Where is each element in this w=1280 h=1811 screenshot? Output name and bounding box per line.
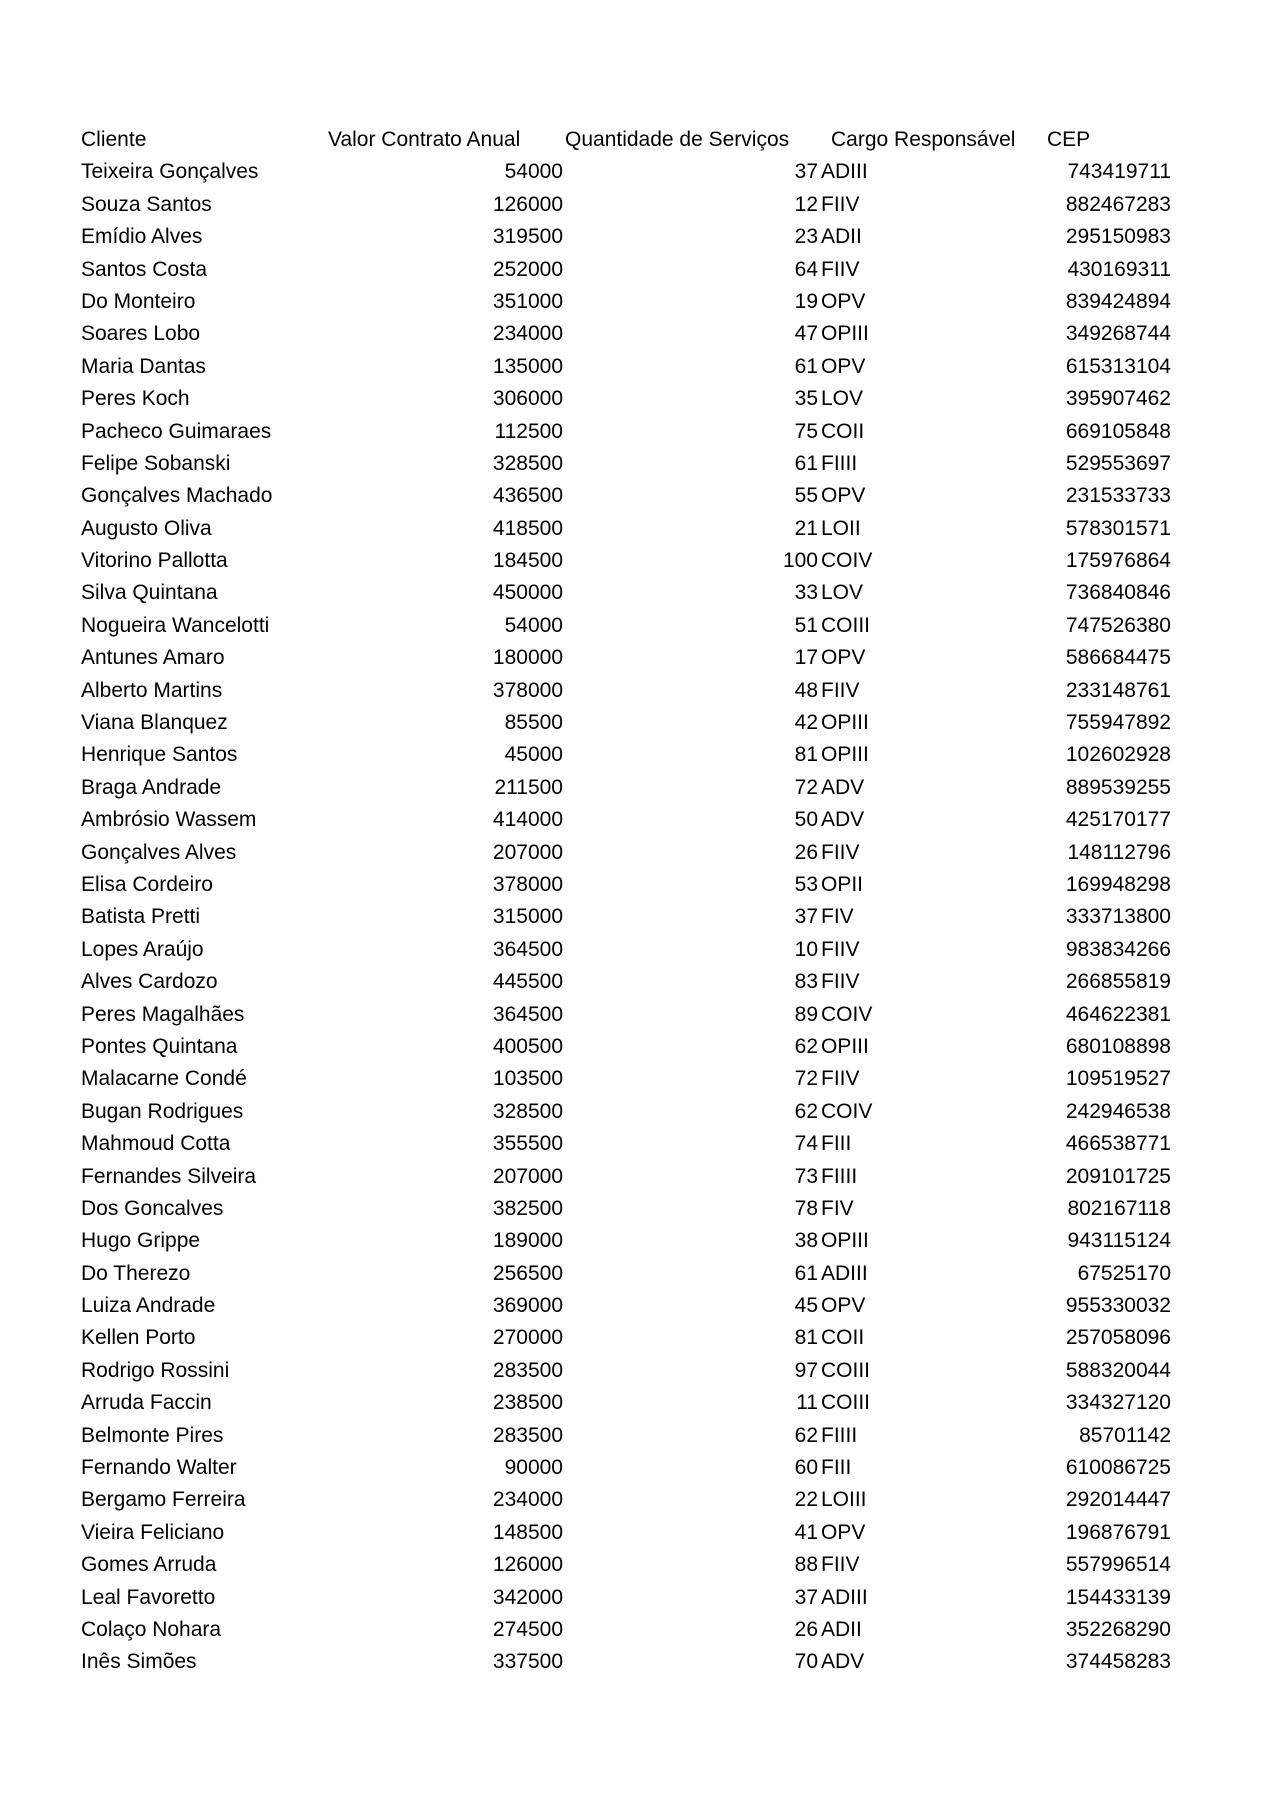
cell-quantidade: 37	[794, 1585, 818, 1609]
cell-quantidade: 61	[794, 354, 818, 378]
cell-valor-contrato: 54000	[504, 160, 563, 184]
table-row	[81, 901, 1171, 933]
cell-cliente: Vitorino Pallotta	[81, 549, 228, 573]
cell-valor-contrato: 342000	[492, 1585, 563, 1609]
table-row	[81, 1387, 1171, 1419]
cell-cep: 352268290	[1065, 1617, 1171, 1641]
table-row	[81, 966, 1171, 998]
table-row	[81, 1128, 1171, 1160]
cell-cliente: Leal Favoretto	[81, 1585, 216, 1609]
table-row	[81, 254, 1171, 286]
cell-cargo: ADV	[821, 808, 865, 832]
cell-cargo: FIIII	[821, 1423, 858, 1447]
cell-cliente: Augusto Oliva	[81, 516, 212, 540]
cell-cep: 736840846	[1065, 581, 1171, 605]
cell-cliente: Bergamo Ferreira	[81, 1488, 246, 1512]
cell-cargo: FIIII	[821, 1164, 858, 1188]
cell-valor-contrato: 369000	[492, 1294, 563, 1318]
cell-cargo: OPV	[821, 289, 866, 313]
cell-cep: 231533733	[1065, 484, 1171, 508]
cell-cep: 395907462	[1065, 387, 1171, 411]
cell-valor-contrato: 364500	[492, 1002, 563, 1026]
cell-cargo: ADII	[821, 1617, 862, 1641]
cell-quantidade: 10	[794, 937, 818, 961]
cell-cep: 615313104	[1065, 354, 1171, 378]
cell-cargo: FIIV	[821, 678, 860, 702]
cell-valor-contrato: 337500	[492, 1650, 563, 1674]
cell-cliente: Antunes Amaro	[81, 646, 225, 670]
cell-quantidade: 37	[794, 160, 818, 184]
cell-quantidade: 60	[794, 1456, 818, 1480]
cell-cargo: FIIV	[821, 840, 860, 864]
cell-cliente: Peres Magalhães	[81, 1002, 245, 1026]
cell-cep: 175976864	[1065, 549, 1171, 573]
cell-quantidade: 89	[794, 1002, 818, 1026]
cell-quantidade: 70	[794, 1650, 818, 1674]
cell-cliente: Soares Lobo	[81, 322, 201, 346]
cell-cliente: Alves Cardozo	[81, 970, 218, 994]
cell-cargo: FIII	[821, 1132, 852, 1156]
cell-quantidade: 38	[794, 1229, 818, 1253]
cell-quantidade: 41	[794, 1520, 818, 1544]
table-row	[81, 318, 1171, 350]
cell-quantidade: 97	[794, 1358, 818, 1382]
cell-cliente: Pacheco Guimaraes	[81, 419, 272, 443]
cell-quantidade: 62	[794, 1423, 818, 1447]
cell-quantidade: 61	[794, 451, 818, 475]
cell-valor-contrato: 378000	[492, 872, 563, 896]
cell-cliente: Gomes Arruda	[81, 1553, 217, 1577]
table-row	[81, 416, 1171, 448]
cell-quantidade: 62	[794, 1099, 818, 1123]
cell-quantidade: 37	[794, 905, 818, 929]
table-row	[81, 1646, 1171, 1678]
cell-valor-contrato: 112500	[494, 419, 563, 443]
cell-quantidade: 22	[794, 1488, 818, 1512]
cell-valor-contrato: 234000	[492, 322, 563, 346]
table-row	[81, 1193, 1171, 1225]
cell-cargo: ADV	[821, 775, 865, 799]
table-row	[81, 577, 1171, 609]
cell-valor-contrato: 211500	[494, 775, 563, 799]
cell-cargo: ADIII	[821, 160, 868, 184]
cell-valor-contrato: 85500	[504, 711, 563, 735]
cell-valor-contrato: 351000	[492, 289, 563, 313]
cell-quantidade: 21	[794, 516, 818, 540]
cell-valor-contrato: 184500	[492, 549, 563, 573]
cell-cep: 882467283	[1065, 192, 1171, 216]
cell-cep: 755947892	[1065, 711, 1171, 735]
table-row	[81, 1355, 1171, 1387]
cell-cep: 747526380	[1065, 613, 1171, 637]
table-row	[81, 1096, 1171, 1128]
table-row	[81, 1063, 1171, 1095]
cell-cep: 464622381	[1065, 1002, 1171, 1026]
cell-cliente: Do Therezo	[81, 1261, 191, 1285]
cell-quantidade: 11	[796, 1391, 818, 1415]
cell-cep: 257058096	[1065, 1326, 1171, 1350]
table-row	[81, 610, 1171, 642]
table-row	[81, 1582, 1171, 1614]
table-row	[81, 675, 1171, 707]
cell-quantidade: 61	[794, 1261, 818, 1285]
cell-valor-contrato: 189000	[492, 1229, 563, 1253]
table-row	[81, 804, 1171, 836]
cell-cargo: FIII	[821, 1456, 852, 1480]
cell-quantidade: 26	[794, 1617, 818, 1641]
cell-cliente: Kellen Porto	[81, 1326, 196, 1350]
cell-cliente: Hugo Grippe	[81, 1229, 201, 1253]
cell-cliente: Gonçalves Machado	[81, 484, 273, 508]
cell-cargo: FIIV	[821, 257, 860, 281]
cell-cliente: Mahmoud Cotta	[81, 1132, 231, 1156]
cell-cargo: ADIII	[821, 1585, 868, 1609]
cell-cliente: Silva Quintana	[81, 581, 218, 605]
table-row	[81, 1549, 1171, 1581]
cell-valor-contrato: 54000	[504, 613, 563, 637]
cell-quantidade: 19	[794, 289, 818, 313]
spreadsheet-table	[81, 124, 1171, 1679]
table-row	[81, 545, 1171, 577]
table-row	[81, 1420, 1171, 1452]
cell-cep: 209101725	[1065, 1164, 1171, 1188]
cell-cep: 233148761	[1065, 678, 1171, 702]
cell-cep: 943115124	[1067, 1229, 1171, 1253]
cell-valor-contrato: 90000	[504, 1456, 563, 1480]
cell-cargo: FIIV	[821, 1067, 860, 1091]
cell-cliente: Peres Koch	[81, 387, 190, 411]
cell-quantidade: 75	[794, 419, 818, 443]
cell-valor-contrato: 252000	[492, 257, 563, 281]
cell-valor-contrato: 256500	[492, 1261, 563, 1285]
cell-quantidade: 64	[794, 257, 818, 281]
cell-cliente: Batista Pretti	[81, 905, 201, 929]
cell-quantidade: 26	[794, 840, 818, 864]
cell-cargo: OPIII	[821, 1229, 869, 1253]
cell-cargo: FIIV	[821, 937, 860, 961]
cell-cep: 466538771	[1065, 1132, 1171, 1156]
cell-cliente: Viana Blanquez	[81, 711, 228, 735]
table-row	[81, 869, 1171, 901]
cell-cep: 425170177	[1065, 808, 1171, 832]
cell-cliente: Malacarne Condé	[81, 1067, 247, 1091]
cell-cargo: FIV	[821, 1196, 854, 1220]
cell-valor-contrato: 148500	[492, 1520, 563, 1544]
cell-cargo: FIV	[821, 905, 854, 929]
cell-cliente: Belmonte Pires	[81, 1423, 224, 1447]
cell-cargo: OPV	[821, 354, 866, 378]
cell-cep: 955330032	[1065, 1294, 1171, 1318]
cell-cargo: COIII	[821, 1358, 871, 1382]
cell-cargo: FIIV	[821, 970, 860, 994]
cell-cliente: Maria Dantas	[81, 354, 206, 378]
cell-cep: 154433139	[1065, 1585, 1171, 1609]
cell-cep: 430169311	[1067, 257, 1171, 281]
cell-cargo: OPII	[821, 872, 864, 896]
cell-valor-contrato: 378000	[492, 678, 563, 702]
cell-valor-contrato: 445500	[492, 970, 563, 994]
table-row	[81, 480, 1171, 512]
table-row	[81, 1161, 1171, 1193]
cell-quantidade: 33	[794, 581, 818, 605]
cell-cep: 680108898	[1065, 1034, 1171, 1058]
cell-cliente: Fernandes Silveira	[81, 1164, 257, 1188]
cell-quantidade: 53	[794, 872, 818, 896]
cell-quantidade: 88	[794, 1553, 818, 1577]
cell-cargo: OPIII	[821, 743, 869, 767]
cell-cliente: Emídio Alves	[81, 225, 203, 249]
cell-cep: 529553697	[1065, 451, 1171, 475]
cell-cliente: Santos Costa	[81, 257, 208, 281]
table-row	[81, 642, 1171, 674]
cell-cargo: OPV	[821, 1520, 866, 1544]
cell-cargo: COIII	[821, 1391, 871, 1415]
cell-cep: 889539255	[1065, 775, 1171, 799]
cell-cargo: COIV	[821, 549, 873, 573]
cell-cep: 557996514	[1065, 1553, 1171, 1577]
cell-cep: 983834266	[1065, 937, 1171, 961]
cell-cep: 578301571	[1065, 516, 1171, 540]
cell-valor-contrato: 450000	[492, 581, 563, 605]
cell-quantidade: 42	[794, 711, 818, 735]
cell-cep: 109519527	[1065, 1067, 1171, 1091]
cell-cargo: LOV	[821, 387, 864, 411]
cell-quantidade: 74	[794, 1132, 818, 1156]
cell-cliente: Vieira Feliciano	[81, 1520, 225, 1544]
cell-quantidade: 83	[794, 970, 818, 994]
cell-cep: 295150983	[1065, 225, 1171, 249]
cell-quantidade: 45	[794, 1294, 818, 1318]
cell-cliente: Felipe Sobanski	[81, 451, 231, 475]
cell-cliente: Do Monteiro	[81, 289, 196, 313]
cell-cliente: Nogueira Wancelotti	[81, 613, 270, 637]
table-row	[81, 513, 1171, 545]
cell-quantidade: 62	[794, 1034, 818, 1058]
cell-valor-contrato: 400500	[492, 1034, 563, 1058]
table-row	[81, 934, 1171, 966]
cell-valor-contrato: 436500	[492, 484, 563, 508]
cell-cliente: Henrique Santos	[81, 743, 238, 767]
cell-valor-contrato: 180000	[492, 646, 563, 670]
cell-quantidade: 73	[794, 1164, 818, 1188]
cell-cliente: Arruda Faccin	[81, 1391, 212, 1415]
cell-cep: 669105848	[1065, 419, 1171, 443]
cell-quantidade: 35	[794, 387, 818, 411]
cell-cep: 349268744	[1065, 322, 1171, 346]
cell-cep: 588320044	[1065, 1358, 1171, 1382]
cell-valor-contrato: 103500	[492, 1067, 563, 1091]
cell-cargo: COIII	[821, 613, 871, 637]
cell-valor-contrato: 382500	[492, 1196, 563, 1220]
cell-valor-contrato: 283500	[492, 1423, 563, 1447]
table-row	[81, 351, 1171, 383]
cell-cliente: Inês Simões	[81, 1650, 197, 1674]
cell-cep: 102602928	[1065, 743, 1171, 767]
cell-cliente: Dos Goncalves	[81, 1196, 224, 1220]
cell-cargo: ADIII	[821, 1261, 868, 1285]
table-row	[81, 189, 1171, 221]
table-row	[81, 1322, 1171, 1354]
cell-cliente: Rodrigo Rossini	[81, 1358, 230, 1382]
cell-quantidade: 48	[794, 678, 818, 702]
cell-cep: 334327120	[1065, 1391, 1171, 1415]
cell-cliente: Colaço Nohara	[81, 1617, 222, 1641]
cell-quantidade: 47	[794, 322, 818, 346]
table-row	[81, 1452, 1171, 1484]
cell-cliente: Bugan Rodrigues	[81, 1099, 244, 1123]
header-row	[81, 124, 1171, 156]
cell-cargo: COII	[821, 419, 865, 443]
header-valor-contrato: Valor Contrato Anual	[328, 128, 521, 151]
cell-quantidade: 23	[794, 225, 818, 249]
cell-valor-contrato: 126000	[492, 1553, 563, 1577]
cell-cep: 169948298	[1065, 872, 1171, 896]
cell-cep: 85701142	[1079, 1423, 1171, 1447]
cell-quantidade: 81	[794, 1326, 818, 1350]
cell-cep: 743419711	[1067, 160, 1171, 184]
cell-cargo: COII	[821, 1326, 865, 1350]
table-row	[81, 837, 1171, 869]
cell-cargo: FIIV	[821, 192, 860, 216]
cell-cliente: Braga Andrade	[81, 775, 222, 799]
cell-quantidade: 50	[794, 808, 818, 832]
cell-cep: 610086725	[1065, 1456, 1171, 1480]
cell-quantidade: 17	[794, 646, 818, 670]
table-row	[81, 286, 1171, 318]
cell-valor-contrato: 319500	[492, 225, 563, 249]
cell-cargo: LOII	[821, 516, 861, 540]
cell-cep: 839424894	[1065, 289, 1171, 313]
cell-quantidade: 100	[782, 549, 818, 573]
cell-cep: 802167118	[1067, 1196, 1171, 1220]
table-row	[81, 1031, 1171, 1063]
cell-valor-contrato: 45000	[504, 743, 563, 767]
table-row	[81, 772, 1171, 804]
table-row	[81, 383, 1171, 415]
header-quantidade-servicos: Quantidade de Serviços	[565, 128, 790, 151]
table-row	[81, 707, 1171, 739]
cell-cep: 148112796	[1067, 840, 1171, 864]
table-row	[81, 1225, 1171, 1257]
header-cargo-responsavel: Cargo Responsável	[831, 128, 1016, 151]
cell-cep: 242946538	[1065, 1099, 1171, 1123]
table-row	[81, 739, 1171, 771]
cell-cargo: LOIII	[821, 1488, 867, 1512]
cell-cliente: Ambrósio Wassem	[81, 808, 257, 832]
cell-cliente: Teixeira Gonçalves	[81, 160, 259, 184]
cell-cep: 266855819	[1065, 970, 1171, 994]
cell-cargo: OPV	[821, 646, 866, 670]
table-row	[81, 1614, 1171, 1646]
cell-quantidade: 72	[794, 1067, 818, 1091]
table-row	[81, 1258, 1171, 1290]
cell-valor-contrato: 315000	[492, 905, 563, 929]
cell-valor-contrato: 126000	[492, 192, 563, 216]
cell-cliente: Luiza Andrade	[81, 1294, 216, 1318]
table-row	[81, 1290, 1171, 1322]
cell-valor-contrato: 274500	[492, 1617, 563, 1641]
cell-quantidade: 72	[794, 775, 818, 799]
cell-cargo: OPIII	[821, 322, 869, 346]
cell-cliente: Elisa Cordeiro	[81, 872, 213, 896]
cell-valor-contrato: 234000	[492, 1488, 563, 1512]
cell-quantidade: 12	[794, 192, 818, 216]
cell-cep: 67525170	[1077, 1261, 1171, 1285]
cell-cep: 196876791	[1065, 1520, 1171, 1544]
cell-valor-contrato: 135000	[492, 354, 563, 378]
header-cep: CEP	[1047, 128, 1091, 151]
table-row	[81, 156, 1171, 188]
cell-cargo: ADV	[821, 1650, 865, 1674]
cell-valor-contrato: 283500	[492, 1358, 563, 1382]
cell-cliente: Souza Santos	[81, 192, 212, 216]
cell-cliente: Fernando Walter	[81, 1456, 237, 1480]
table-row	[81, 1517, 1171, 1549]
cell-valor-contrato: 355500	[492, 1132, 563, 1156]
cell-cep: 374458283	[1065, 1650, 1171, 1674]
cell-cep: 586684475	[1065, 646, 1171, 670]
cell-cargo: ADII	[821, 225, 862, 249]
cell-valor-contrato: 328500	[492, 1099, 563, 1123]
cell-cargo: OPIII	[821, 1034, 869, 1058]
cell-quantidade: 51	[794, 613, 818, 637]
table-row	[81, 1484, 1171, 1516]
cell-valor-contrato: 328500	[492, 451, 563, 475]
cell-valor-contrato: 418500	[492, 516, 563, 540]
header-cliente: Cliente	[81, 128, 147, 151]
cell-quantidade: 55	[794, 484, 818, 508]
cell-cargo: COIV	[821, 1099, 873, 1123]
cell-cliente: Gonçalves Alves	[81, 840, 237, 864]
table-row	[81, 221, 1171, 253]
cell-cargo: OPV	[821, 1294, 866, 1318]
cell-valor-contrato: 207000	[492, 840, 563, 864]
cell-cliente: Pontes Quintana	[81, 1034, 238, 1058]
cell-valor-contrato: 306000	[492, 387, 563, 411]
cell-cargo: COIV	[821, 1002, 873, 1026]
cell-cargo: OPIII	[821, 711, 869, 735]
cell-valor-contrato: 414000	[492, 808, 563, 832]
cell-cargo: FIIV	[821, 1553, 860, 1577]
cell-cargo: LOV	[821, 581, 864, 605]
cell-cargo: FIIII	[821, 451, 858, 475]
cell-cep: 333713800	[1065, 905, 1171, 929]
cell-cliente: Lopes Araújo	[81, 937, 204, 961]
cell-quantidade: 78	[794, 1196, 818, 1220]
table-row	[81, 448, 1171, 480]
cell-valor-contrato: 238500	[492, 1391, 563, 1415]
table-row	[81, 999, 1171, 1031]
cell-quantidade: 81	[794, 743, 818, 767]
cell-cep: 292014447	[1065, 1488, 1171, 1512]
cell-cliente: Alberto Martins	[81, 678, 223, 702]
table-body	[81, 156, 1171, 1678]
cell-valor-contrato: 270000	[492, 1326, 563, 1350]
cell-valor-contrato: 207000	[492, 1164, 563, 1188]
cell-cargo: OPV	[821, 484, 866, 508]
cell-valor-contrato: 364500	[492, 937, 563, 961]
